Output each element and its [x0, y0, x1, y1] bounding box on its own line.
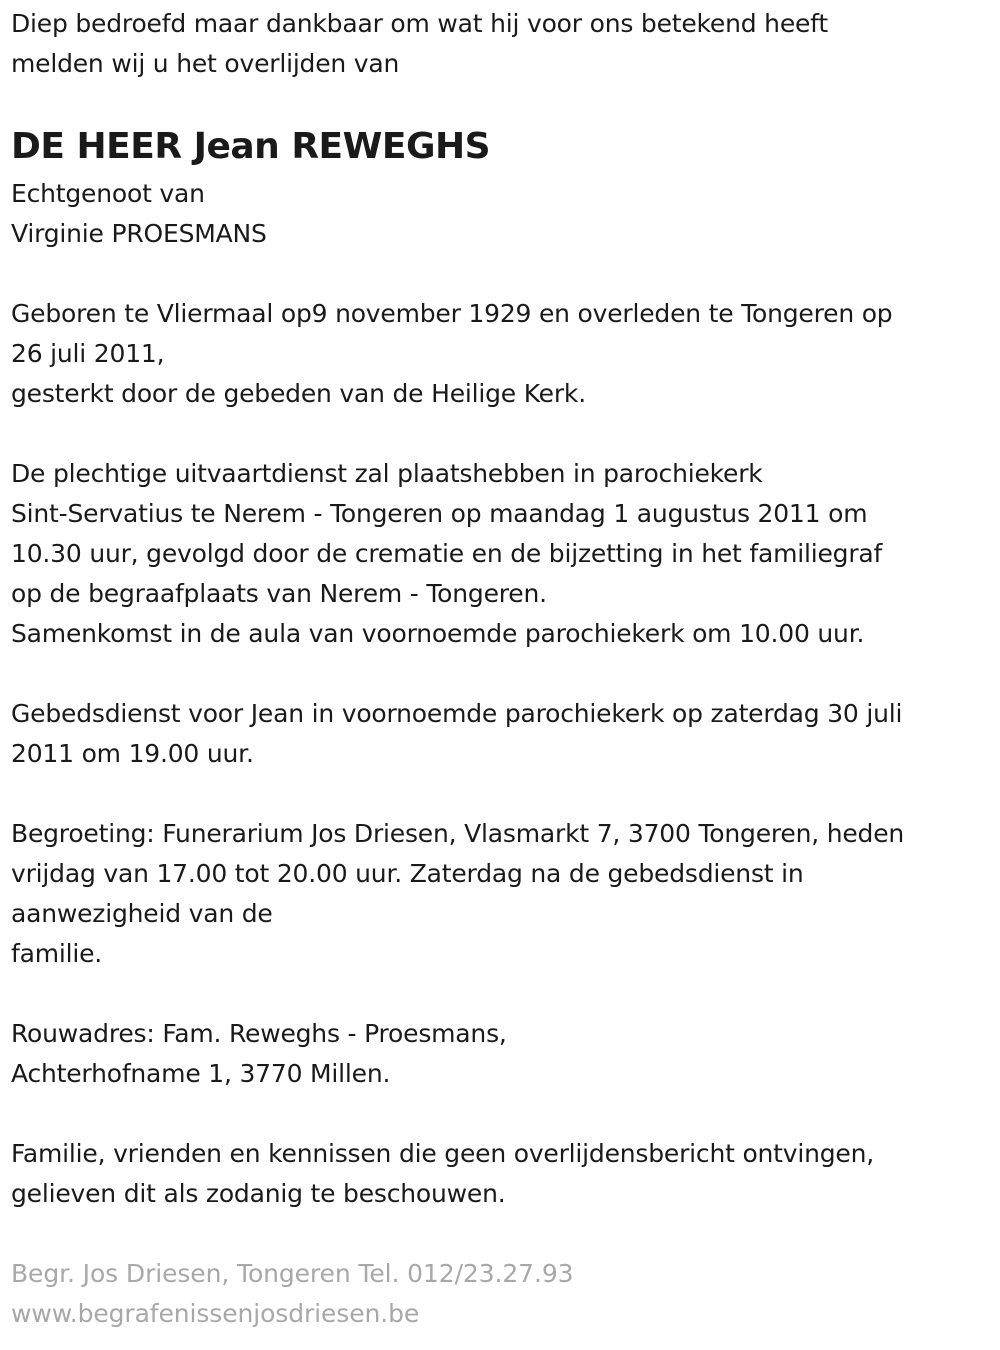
mourning-address — [11, 1014, 507, 1094]
funeral-service-paragraph — [11, 454, 882, 654]
paragraph-line: gelieven dit als zodanig te beschouwen. — [11, 1179, 506, 1208]
notice-paragraph — [11, 1134, 874, 1214]
prayer-service-paragraph — [11, 694, 902, 774]
paragraph-line: vrijdag van 17.00 tot 20.00 uur. Zaterdag na de gebedsdienst in — [11, 859, 804, 888]
funeral-home-website[interactable]: www.begrafenissenjosdriesen.be — [11, 1299, 420, 1328]
paragraph-line: De plechtige uitvaartdienst zal plaatshebben in parochiekerk — [11, 459, 763, 488]
deceased-name: DE HEER Jean REWEGHS — [11, 126, 491, 167]
funeral-home-footer — [11, 1254, 573, 1334]
funeral-home-contact: Begr. Jos Driesen, Tongeren Tel. 012/23.27.93 — [11, 1259, 574, 1288]
intro-text — [11, 4, 828, 84]
paragraph-line: familie. — [11, 939, 103, 968]
paragraph-line: 26 juli 2011, — [11, 339, 165, 368]
intro-line: melden wij u het overlijden van — [11, 49, 400, 78]
paragraph-line: Sint-Servatius te Nerem - Tongeren op maandag 1 augustus 2011 om — [11, 499, 868, 528]
paragraph-line: Begroeting: Funerarium Jos Driesen, Vlasmarkt 7, 3700 Tongeren, heden — [11, 819, 905, 848]
paragraph-line: aanwezigheid van de — [11, 899, 273, 928]
intro-line: Diep bedroefd maar dankbaar om wat hij voor ons betekend heeft — [11, 9, 828, 38]
paragraph-line: 10.30 uur, gevolgd door de crematie en de bijzetting in het familiegraf — [11, 539, 883, 568]
birth-death-paragraph — [11, 294, 892, 414]
paragraph-line: gesterkt door de gebeden van de Heilige Kerk. — [11, 379, 586, 408]
paragraph-line: Familie, vrienden en kennissen die geen overlijdensbericht ontvingen, — [11, 1139, 875, 1168]
paragraph-line: Rouwadres: Fam. Reweghs - Proesmans, — [11, 1019, 507, 1048]
paragraph-line: Gebedsdienst voor Jean in voornoemde parochiekerk op zaterdag 30 juli — [11, 699, 903, 728]
greeting-paragraph — [11, 814, 904, 974]
paragraph-line: Achterhofname 1, 3770 Millen. — [11, 1059, 391, 1088]
relation-label: Echtgenoot van — [11, 179, 205, 208]
paragraph-line: Geboren te Vliermaal op9 november 1929 en overleden te Tongeren op — [11, 299, 893, 328]
spouse-name: Virginie PROESMANS — [11, 219, 267, 248]
paragraph-line: Samenkomst in de aula van voornoemde parochiekerk om 10.00 uur. — [11, 619, 865, 648]
paragraph-line: 2011 om 19.00 uur. — [11, 739, 254, 768]
paragraph-line: op de begraafplaats van Nerem - Tongeren. — [11, 579, 547, 608]
deceased-block — [11, 122, 490, 254]
